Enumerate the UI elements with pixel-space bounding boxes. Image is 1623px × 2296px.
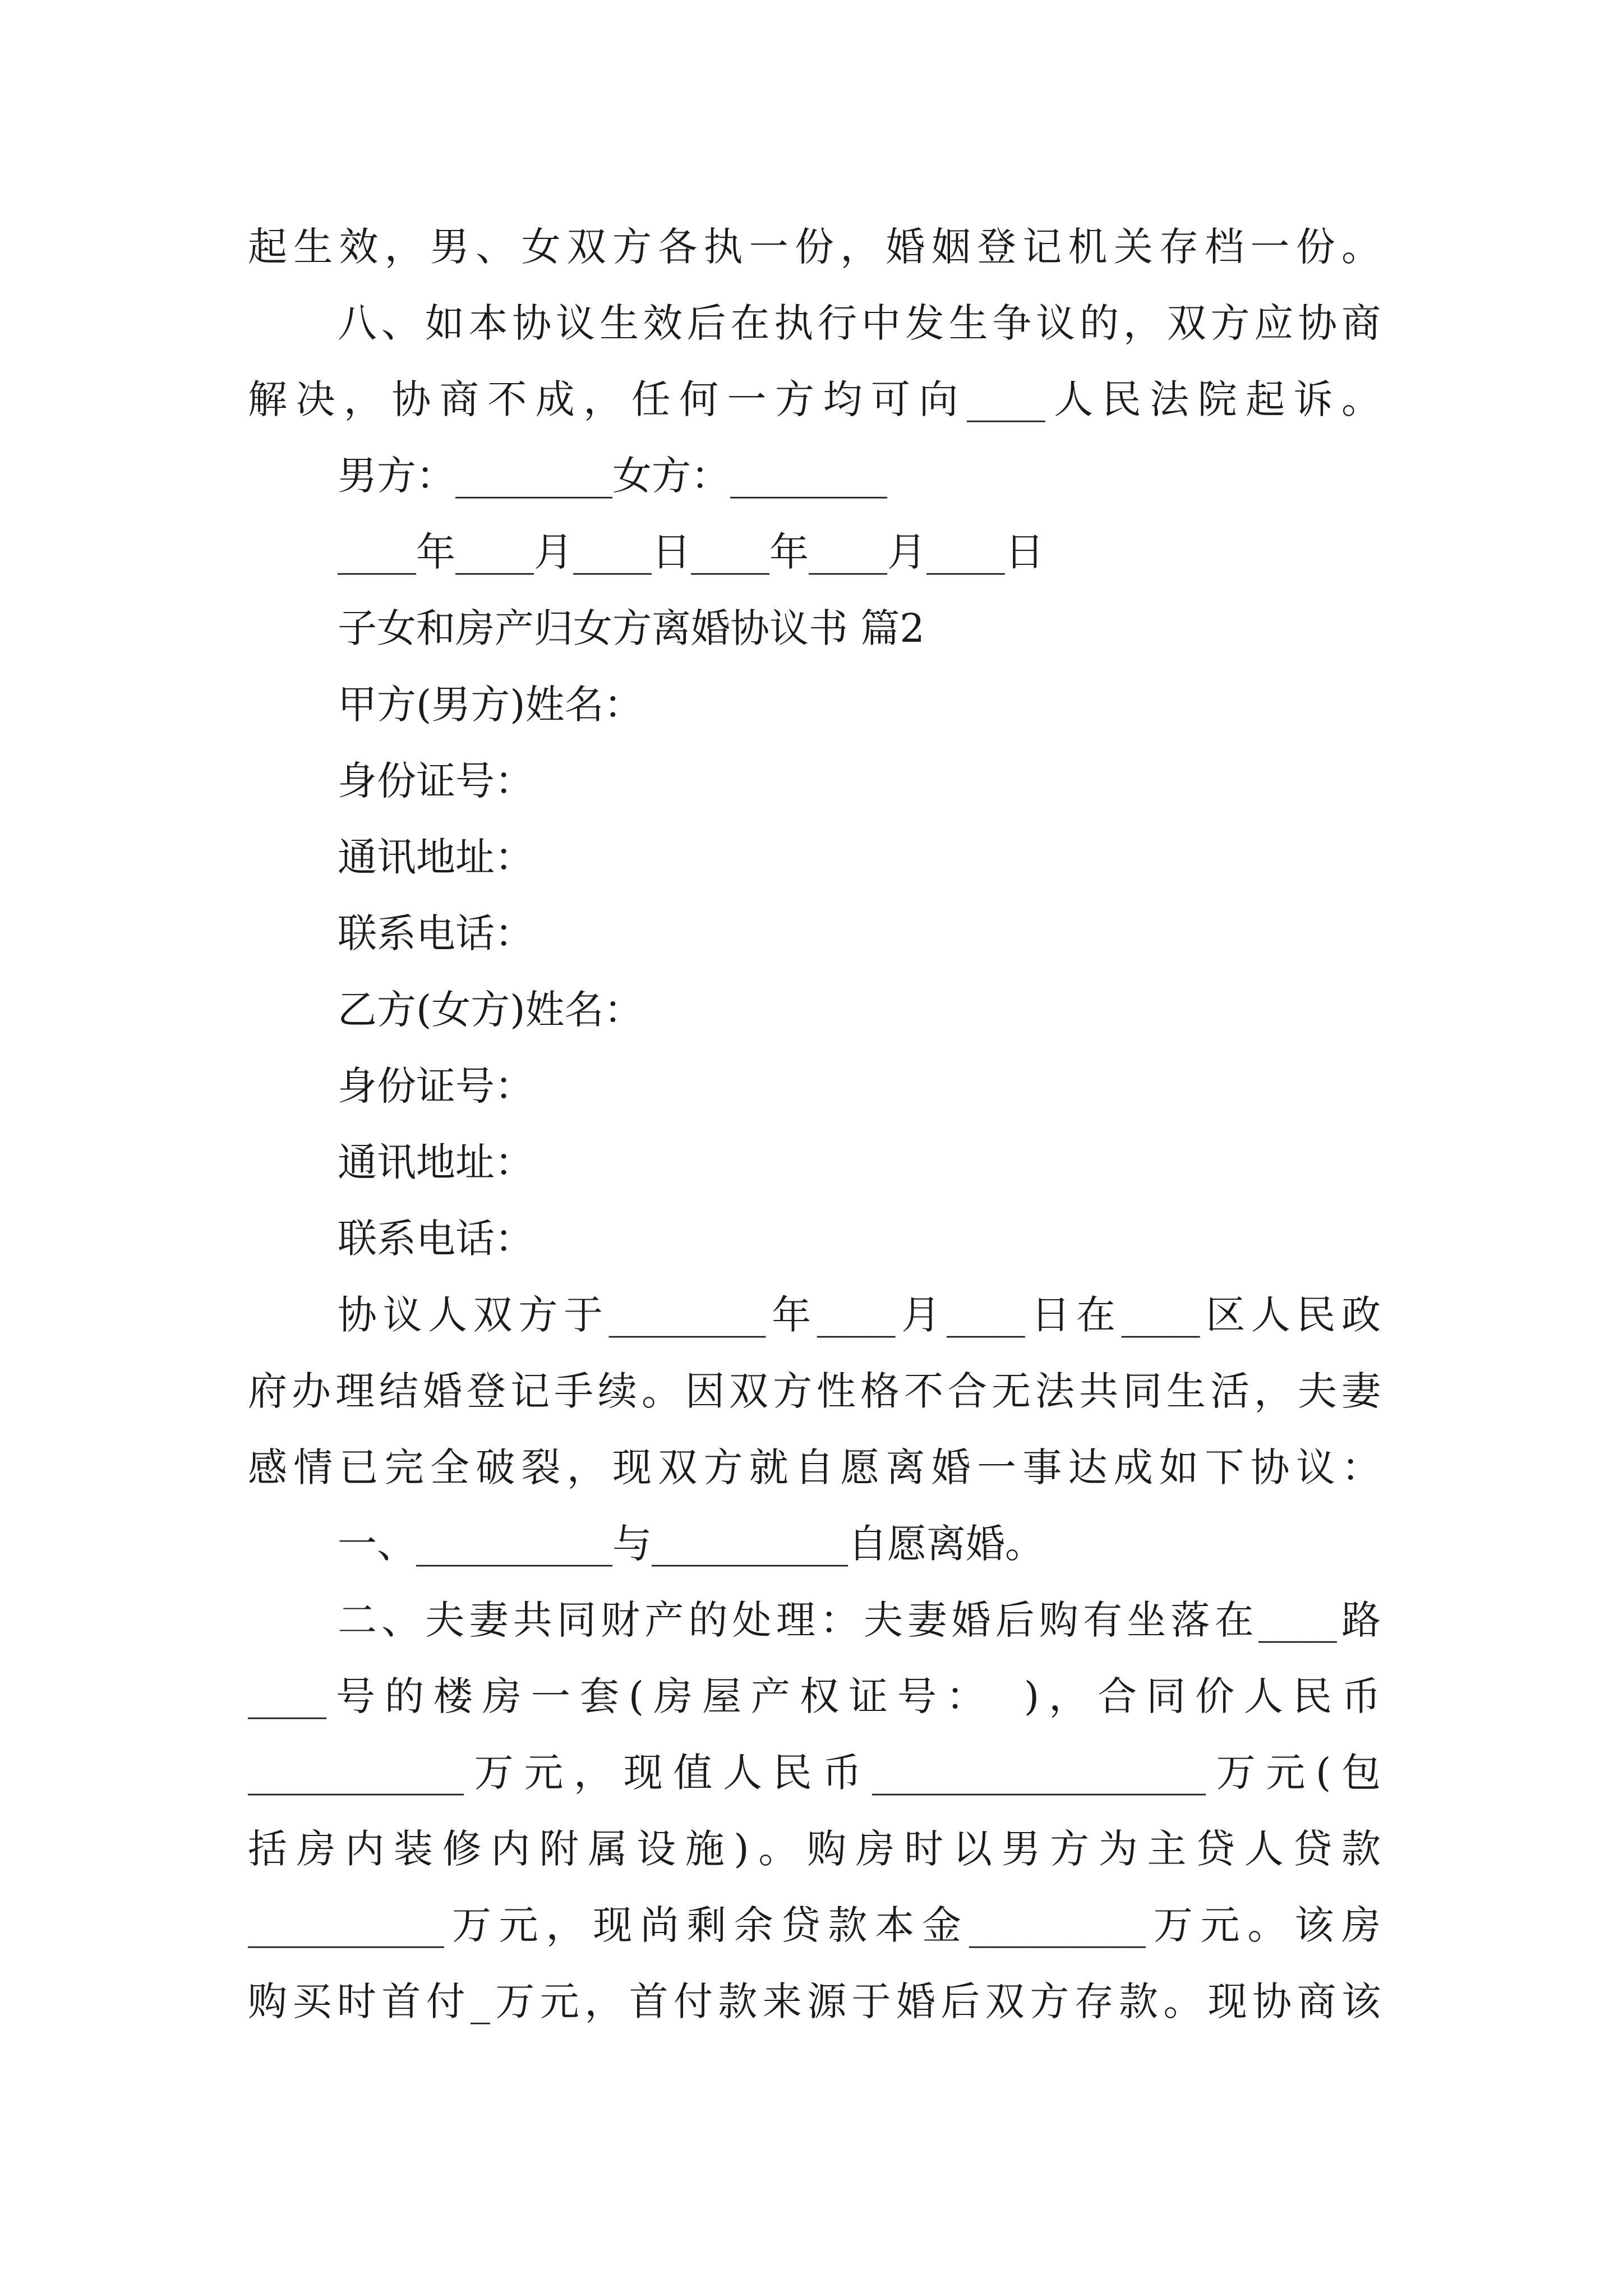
text-line: 购买时首付_万元，首付款来源于婚后双方存款。现协商该 [248,1978,1381,2024]
text-line: 一、__________与__________自愿离婚。 [338,1521,1044,1567]
text-line: 通讯地址： [338,834,534,880]
text-line: 括房内装修内附属设施)。购房时以男方为主贷人贷款 [248,1826,1381,1872]
text-line: 乙方(女方)姓名： [338,987,643,1033]
text-line: 解决，协商不成，任何一方均可向____人民法院起诉。 [248,376,1381,422]
text-line: 联系电话： [338,1216,534,1262]
text-line: 身份证号： [338,758,534,804]
text-line: ____号的楼房一套(房屋产权证号： )，合同价人民币 [248,1673,1381,1719]
section-heading: 子女和房产归女方离婚协议书 篇2 [338,605,925,651]
text-line: 联系电话： [338,910,534,956]
text-line: 感情已完全破裂，现双方就自愿离婚一事达成如下协议： [248,1444,1381,1490]
text-line: ____年____月____日____年____月____日 [338,529,1044,575]
text-line: 身份证号： [338,1063,534,1109]
text-line: 通讯地址： [338,1139,534,1185]
text-line: 甲方(男方)姓名： [338,682,643,728]
text-line: 男方：________女方：________ [338,453,887,499]
text-line: 八、如本协议生效后在执行中发生争议的，双方应协商 [338,300,1381,346]
text-line: 起生效，男、女双方各执一份，婚姻登记机关存档一份。 [248,224,1381,270]
text-line: 府办理结婚登记手续。因双方性格不合无法共同生活，夫妻 [248,1368,1381,1414]
text-line: 协议人双方于________年____月____日在____区人民政 [338,1292,1381,1338]
text-line: __________万元，现尚剩余贷款本金_________万元。该房 [248,1902,1381,1948]
text-line: 二、夫妻共同财产的处理：夫妻婚后购有坐落在____路 [338,1597,1381,1643]
text-line: ___________万元，现值人民币_________________万元(包 [248,1750,1381,1796]
